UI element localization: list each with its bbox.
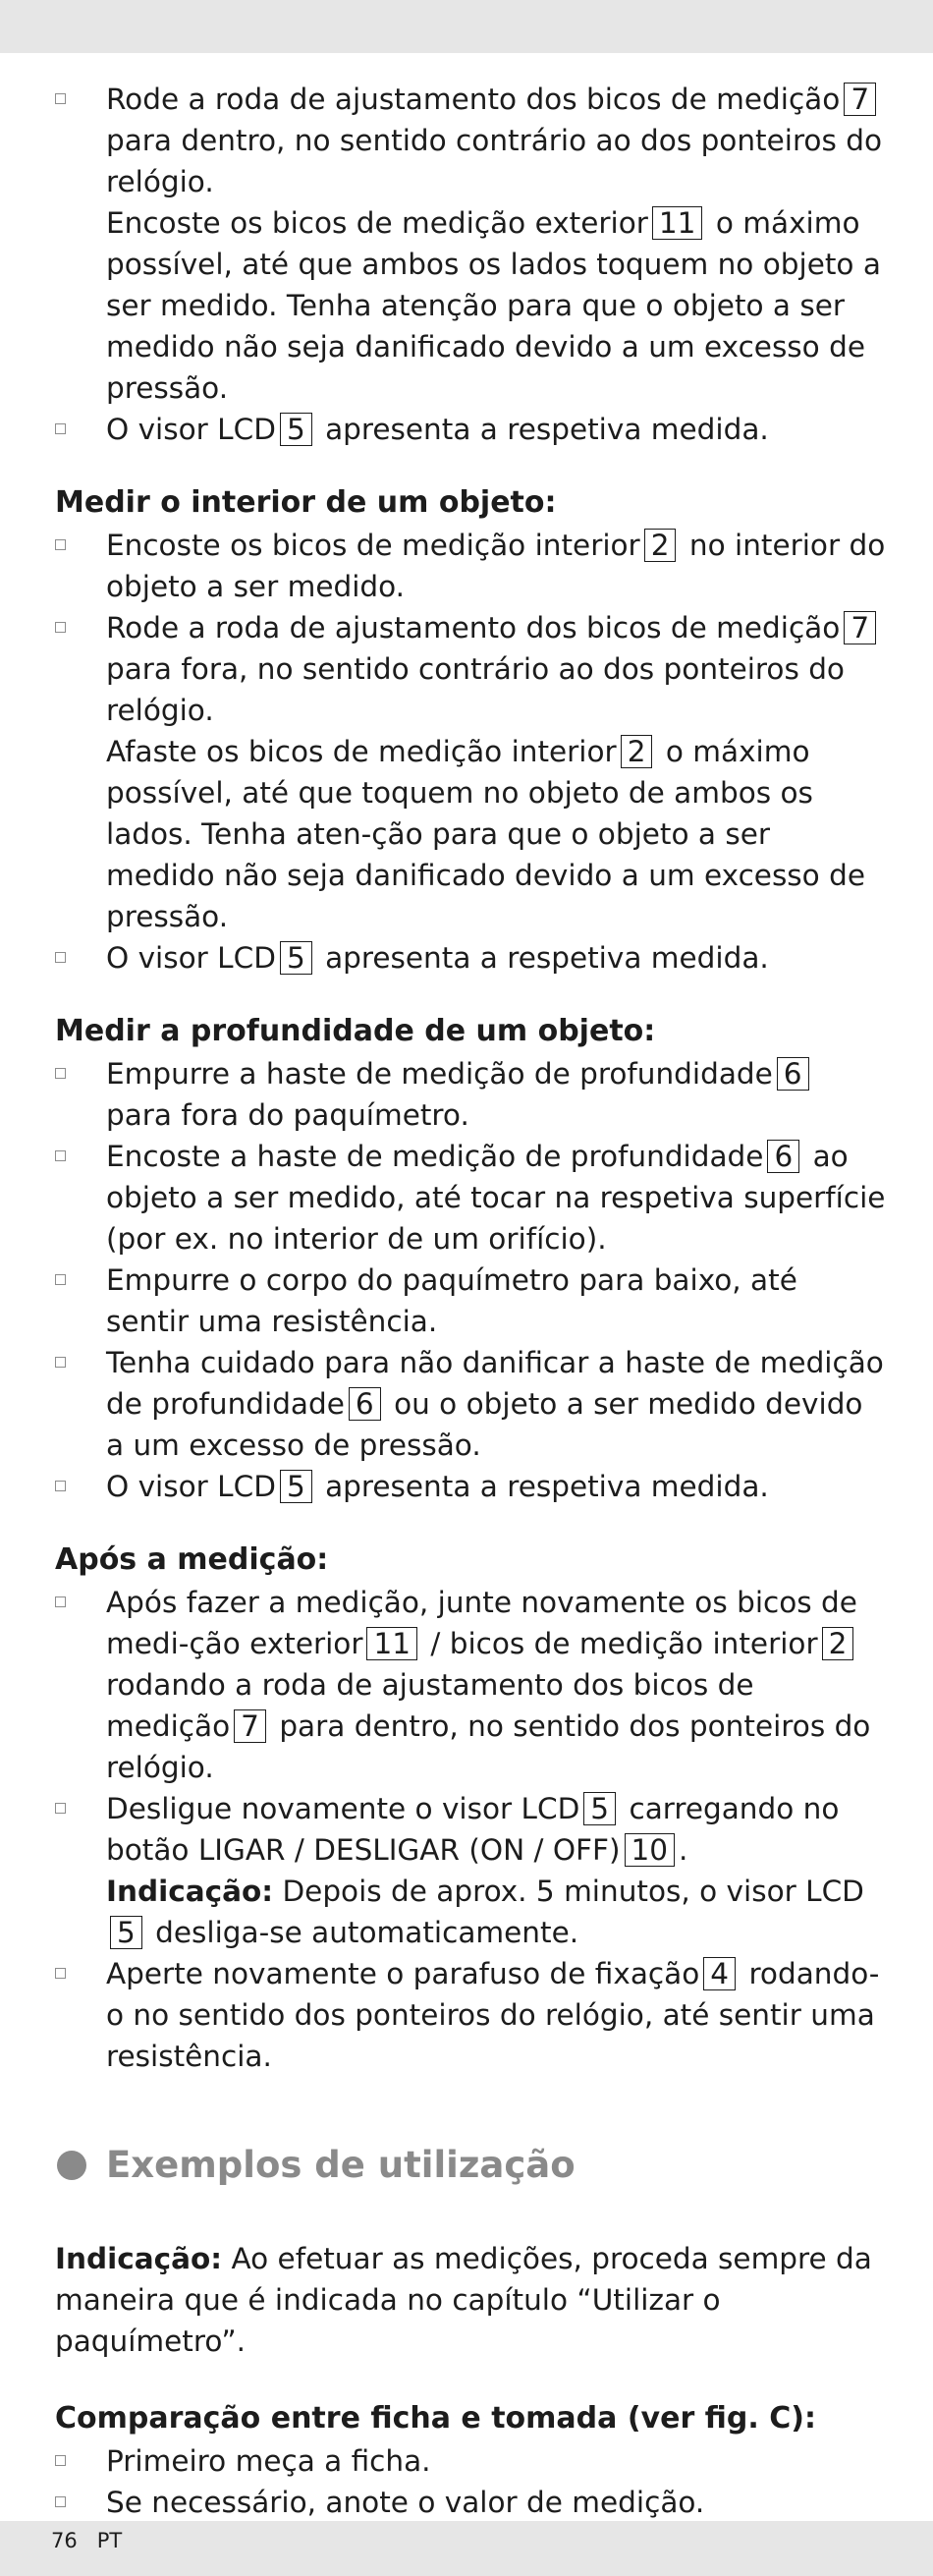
note-text: Ao efetuar as medições, proceda sempre da maneira que é indicada no capítulo “Utilizar o paquímetro”. [55, 2242, 872, 2358]
list-item [55, 1466, 886, 1507]
step-text: para dentro, no sentido dos ponteiros do relógio. [106, 1709, 871, 1784]
list-item [55, 1953, 886, 2077]
checkbox-bullet-icon [55, 1803, 66, 1814]
part-number-box: 10 [625, 1833, 676, 1867]
checkbox-bullet-icon [55, 423, 66, 434]
step-text: no interior do objeto a ser medido. [106, 529, 886, 603]
step-text: O visor LCD [106, 941, 276, 975]
part-number-box: 11 [652, 206, 703, 240]
step-text: para fora do paquímetro. [106, 1098, 469, 1132]
list-item [55, 2440, 886, 2482]
step-text: rodando-o no sentido dos ponteiros do relógio, até sentir uma resistência. [106, 1957, 880, 2073]
step-text: Primeiro meça a ficha. [106, 2444, 431, 2478]
header-band [0, 0, 933, 53]
step-text: Tenha cuidado para não danificar a haste de medição de profundidade [106, 1346, 884, 1421]
list-item [55, 607, 886, 937]
checkbox-bullet-icon [55, 1150, 66, 1161]
part-number-box: 7 [234, 1709, 266, 1743]
step-text: ou o objeto a ser medido devido a um excesso de pressão. [106, 1387, 863, 1462]
section-heading: Comparação entre ficha e tomada (ver fig. C): [55, 2401, 816, 2436]
step-text: apresenta a respetiva medida. [325, 413, 769, 446]
footer-band [0, 2521, 933, 2576]
step-text: Empurre o corpo do paquímetro para baixo, até sentir uma resistência. [106, 1263, 797, 1338]
step-text: Encoste os bicos de medição interior [106, 529, 640, 562]
step-text: Encoste os bicos de medição exterior [106, 206, 648, 240]
checkbox-bullet-icon [55, 1068, 66, 1079]
checkbox-bullet-icon [55, 2496, 66, 2507]
part-number-box: 5 [110, 1916, 142, 1949]
part-number-box: 5 [280, 941, 312, 975]
list-item [55, 525, 886, 607]
step-text: o máximo possível, até que toquem no objeto de ambos os lados. Tenha aten-ção para que o objeto a ser medido não seja danificado devido a um excesso de pressão. [106, 735, 865, 933]
step-text: Se necessário, anote o valor de medição. [106, 2486, 705, 2519]
step-text: carregando no botão LIGAR / DESLIGAR (ON / OFF) [106, 1792, 840, 1867]
step-text: ao objeto a ser medido, até tocar na respetiva superfície (por ex. no interior de um orifício). [106, 1140, 886, 1256]
part-number-box: 5 [280, 1470, 312, 1503]
step-text: Aperte novamente o parafuso de fixação [106, 1957, 700, 1990]
step-text: rodando a roda de ajustamento dos bicos de medição [106, 1668, 754, 1743]
step-text: Desligue novamente o visor LCD [106, 1792, 580, 1825]
checkbox-bullet-icon [55, 1357, 66, 1368]
list-item [55, 1136, 886, 1260]
list-item [55, 1260, 886, 1342]
part-number-box: 6 [349, 1387, 381, 1421]
part-number-box: 7 [844, 611, 876, 644]
step-text: para dentro, no sentido contrário ao dos ponteiros do relógio. [106, 124, 883, 198]
list-item [55, 79, 886, 409]
page-number: 76 PT [51, 2529, 123, 2552]
part-number-box: 4 [703, 1957, 736, 1990]
chapter-title: Exemplos de utilização [106, 2144, 576, 2186]
checkbox-bullet-icon [55, 952, 66, 963]
checkbox-bullet-icon [55, 1968, 66, 1979]
step-text: apresenta a respetiva medida. [325, 1470, 769, 1503]
checkbox-bullet-icon [55, 622, 66, 633]
step-text: apresenta a respetiva medida. [325, 941, 769, 975]
checkbox-bullet-icon [55, 539, 66, 550]
note-label: Indicação: [55, 2242, 223, 2275]
step-text: / bicos de medição interior [430, 1627, 818, 1660]
checkbox-bullet-icon [55, 1274, 66, 1285]
checkbox-bullet-icon [55, 1596, 66, 1607]
part-number-box: 6 [767, 1140, 799, 1173]
section-heading: Após a medição: [55, 1542, 329, 1577]
step-text: Afaste os bicos de medição interior [106, 735, 617, 768]
checkbox-bullet-icon [55, 1481, 66, 1491]
part-number-box: 2 [822, 1627, 854, 1660]
part-number-box: 6 [777, 1057, 809, 1091]
list-item [55, 937, 886, 979]
note-text: Depois de aprox. 5 minutos, o visor LCD [282, 1875, 864, 1908]
checkbox-bullet-icon [55, 93, 66, 104]
part-number-box: 11 [366, 1627, 417, 1660]
part-number-box: 2 [621, 735, 653, 768]
step-text: Rode a roda de ajustamento dos bicos de medição [106, 611, 841, 644]
section-heading: Medir a profundidade de um objeto: [55, 1014, 656, 1048]
list-item [55, 2482, 886, 2523]
step-text: O visor LCD [106, 413, 276, 446]
note-label: Indicação: [106, 1875, 274, 1908]
list-item [55, 1053, 886, 1136]
step-text: O visor LCD [106, 1470, 276, 1503]
step-text: Rode a roda de ajustamento dos bicos de medição [106, 83, 841, 116]
manual-page-content [55, 79, 886, 2564]
list-item [55, 1342, 886, 1466]
step-text: para fora, no sentido contrário ao dos ponteiros do relógio. [106, 652, 845, 727]
step-text: Empurre a haste de medição de profundidade [106, 1057, 773, 1091]
bullet-dot-icon [57, 2151, 86, 2180]
step-text: Após fazer a medição, junte novamente os bicos de medi-ção exterior [106, 1586, 857, 1660]
step-text: Encoste a haste de medição de profundidade [106, 1140, 764, 1173]
checkbox-bullet-icon [55, 2455, 66, 2466]
step-text: o máximo possível, até que ambos os lados toquem no objeto a ser medido. Tenha atenção para que o objeto a ser medido não seja danificado devido a um excesso de pressão. [106, 206, 881, 405]
part-number-box: 5 [583, 1792, 616, 1825]
step-text: . [679, 1833, 688, 1867]
usage-note [55, 2238, 886, 2362]
list-item [55, 1582, 886, 1788]
note-text: desliga-se automaticamente. [155, 1916, 579, 1949]
chapter-heading [55, 2136, 886, 2195]
list-item [55, 1788, 886, 1953]
section-heading: Medir o interior de um objeto: [55, 485, 557, 520]
list-item [55, 409, 886, 450]
part-number-box: 7 [844, 83, 876, 116]
part-number-box: 5 [280, 413, 312, 446]
part-number-box: 2 [644, 529, 677, 562]
